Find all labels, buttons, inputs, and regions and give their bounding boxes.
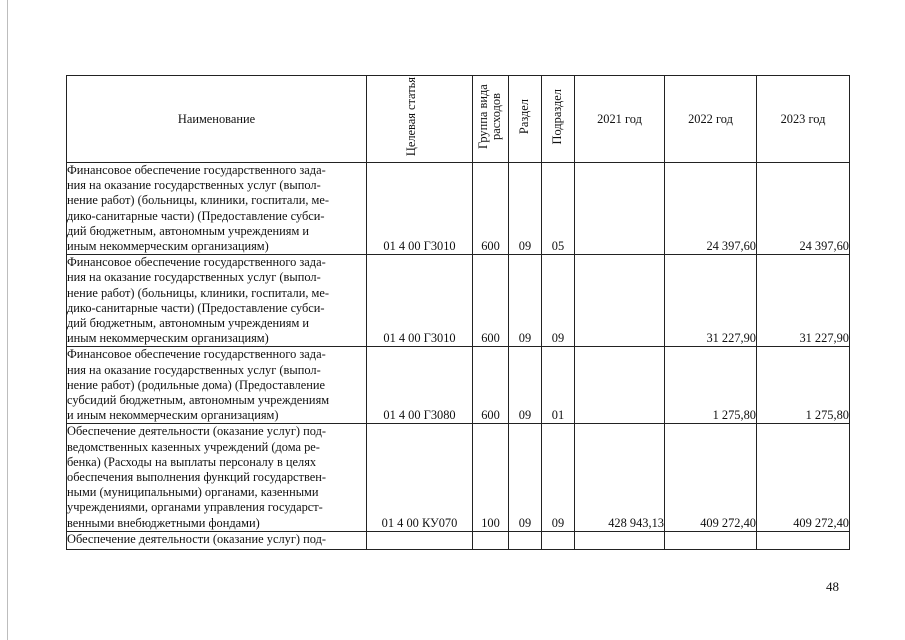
row-subsection [542,531,575,549]
row-2022: 409 272,40 [665,424,757,531]
row-2022 [665,531,757,549]
header-expense-group-label: Группа вида расходов [475,84,503,150]
table-row [67,255,850,347]
row-2021 [575,531,665,549]
row-2021 [575,255,665,347]
row-section: 09 [509,255,542,347]
row-expense-group: 600 [473,255,509,347]
header-subsection [542,76,575,163]
row-section: 09 [509,347,542,424]
row-expense-group: 600 [473,163,509,255]
row-target-article: 01 4 00 КУ070 [367,424,473,531]
row-2023: 409 272,40 [757,424,850,531]
row-expense-group: 100 [473,424,509,531]
table-row [67,424,850,531]
row-2021: 428 943,13 [575,424,665,531]
row-target-article [367,531,473,549]
row-subsection: 05 [542,163,575,255]
header-target-article-label: Целевая статья [403,77,418,157]
row-2023: 31 227,90 [757,255,850,347]
row-expense-group: 600 [473,347,509,424]
table-header-row [67,76,850,163]
header-expense-group [473,76,509,163]
table-row [67,163,850,255]
table-row-partial [67,531,850,549]
row-expense-group [473,531,509,549]
row-subsection: 09 [542,424,575,531]
row-2021 [575,347,665,424]
row-2021 [575,163,665,255]
row-name: Обеспечение деятельности (оказание услуг) под- ведомственных казенных учреждений (дома ре- бенка) (Расходы на выплаты персоналу в целях обеспечения выполнения функций государствен- ными (муниципальными) органами, казенными учреждениями, органами управления государст- венными внебюджетными фондами) [67,424,367,531]
row-section: 09 [509,424,542,531]
row-section: 09 [509,163,542,255]
row-2022: 24 397,60 [665,163,757,255]
header-section-label: Раздел [517,99,532,135]
header-section [509,76,542,163]
row-subsection: 09 [542,255,575,347]
page-number: 48 [826,579,839,594]
row-2023: 24 397,60 [757,163,850,255]
header-2021: 2021 год [575,76,665,163]
budget-table [66,75,850,550]
row-2022: 1 275,80 [665,347,757,424]
header-2023: 2023 год [757,76,850,163]
table-row [67,347,850,424]
page-edge-line [7,0,8,640]
header-subsection-label: Подраздел [550,89,565,145]
header-name: Наименование [67,76,367,163]
row-name: Финансовое обеспечение государственного зада- ния на оказание государственных услуг (выпол- нение работ) (родильные дома) (Предоставление субсидий бюджетным, автономным учреждениям и иным некоммерческим организациям) [67,347,367,424]
row-target-article: 01 4 00 Г3010 [367,255,473,347]
header-2022: 2022 год [665,76,757,163]
row-2023: 1 275,80 [757,347,850,424]
header-target-article [367,76,473,163]
row-2022: 31 227,90 [665,255,757,347]
row-2023 [757,531,850,549]
row-name: Финансовое обеспечение государственного зада- ния на оказание государственных услуг (выпол- нение работ) (больницы, клиники, госпитали, ме- дико-санитарные части) (Предоставление субси- дий бюджетным, автономным учреждениям и иным некоммерческим организациям) [67,163,367,255]
row-name: Финансовое обеспечение государственного зада- ния на оказание государственных услуг (выпол- нение работ) (больницы, клиники, госпитали, ме- дико-санитарные части) (Предоставление субси- дий бюджетным, автономным учреждениям и иным некоммерческим организациям) [67,255,367,347]
row-section [509,531,542,549]
row-name: Обеспечение деятельности (оказание услуг) под- [67,531,367,549]
row-target-article: 01 4 00 Г3010 [367,163,473,255]
row-target-article: 01 4 00 Г3080 [367,347,473,424]
row-subsection: 01 [542,347,575,424]
